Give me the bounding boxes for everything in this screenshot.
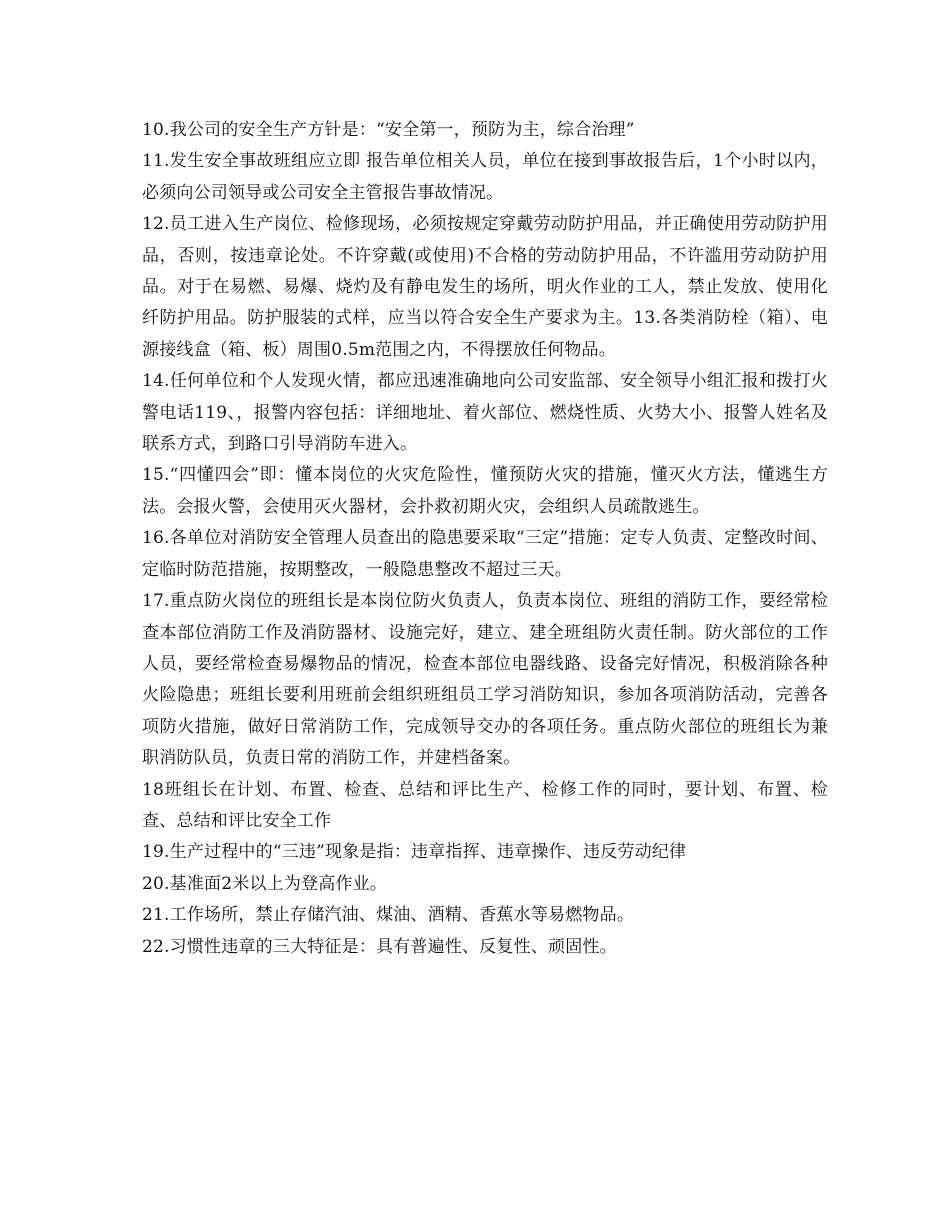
paragraph-10: 10.我公司的安全生产方针是：“安全第一，预防为主，综合治理” xyxy=(142,120,635,140)
document-body xyxy=(142,115,828,963)
paragraph-20: 20.基准面2米以上为登高作业。 xyxy=(142,873,388,894)
paragraph-22: 22.习惯性违章的三大特征是：具有普遍性、反复性、顽固性。 xyxy=(142,936,617,957)
paragraph-21: 21.工作场所，禁止存储汽油、煤油、酒精、香蕉水等易燃物品。 xyxy=(142,905,635,926)
paragraph-16: 16.各单位对消防安全管理人员查出的隐患要采取“三定”措施：定专人负责、定整改时间、定临时防范措施，按期整改，一般隐患整改不超过三天。 xyxy=(142,528,828,580)
paragraph-12-13: 12.员工进入生产岗位、检修现场，必须按规定穿戴劳动防护用品，并正确使用劳动防护用品，否则，按违章论处。不许穿戴(或使用)不合格的劳动防护用品，不许滥用劳动防护用品。对于在易燃、易爆、烧灼及有静电发生的场所，明火作业的工人，禁止发放、使用化纤防护用品。防护服装的式样，应当以符合安全生产要求为主。13.各类消防栓（箱）、电源接线盒（箱、板）周围0.5m范围之内，不得摆放任何物品。 xyxy=(142,214,828,360)
paragraph-14: 14.任何单位和个人发现火情，都应迅速准确地向公司安监部、安全领导小组汇报和拨打火警电话119、，报警内容包括：详细地址、着火部位、燃烧性质、火势大小、报警人姓名及联系方式，到路口引导消防车进入。 xyxy=(142,371,828,455)
paragraph-11: 11.发生安全事故班组应立即 报告单位相关人员，单位在接到事故报告后，1个小时以内，必须向公司领导或公司安全主管报告事故情况。 xyxy=(142,151,828,203)
paragraph-15: 15.“四懂四会”即：懂本岗位的火灾危险性，懂预防火灾的措施，懂灭火方法，懂逃生方法。会报火警，会使用灭火器材，会扑救初期火灾，会组织人员疏散逃生。 xyxy=(142,465,828,517)
paragraph-19: 19.生产过程中的“三违”现象是指：违章指挥、违章操作、违反劳动纪律 xyxy=(142,842,687,863)
paragraph-17: 17.重点防火岗位的班组长是本岗位防火负责人，负责本岗位、班组的消防工作，要经常检查本部位消防工作及消防器材、设施完好，建立、建全班组防火责任制。防火部位的工作人员，要经常检查易爆物品的情况，检查本部位电器线路、设备完好情况，积极消除各种火险隐患；班组长要利用班前会组织班组员工学习消防知识，参加各项消防活动，完善各项防火措施，做好日常消防工作，完成领导交办的各项任务。重点防火部位的班组长为兼职消防队员，负责日常的消防工作，并建档备案。 xyxy=(142,591,828,769)
paragraph-18: 18班组长在计划、布置、检查、总结和评比生产、检修工作的同时，要计划、布置、检查、总结和评比安全工作 xyxy=(142,779,828,831)
